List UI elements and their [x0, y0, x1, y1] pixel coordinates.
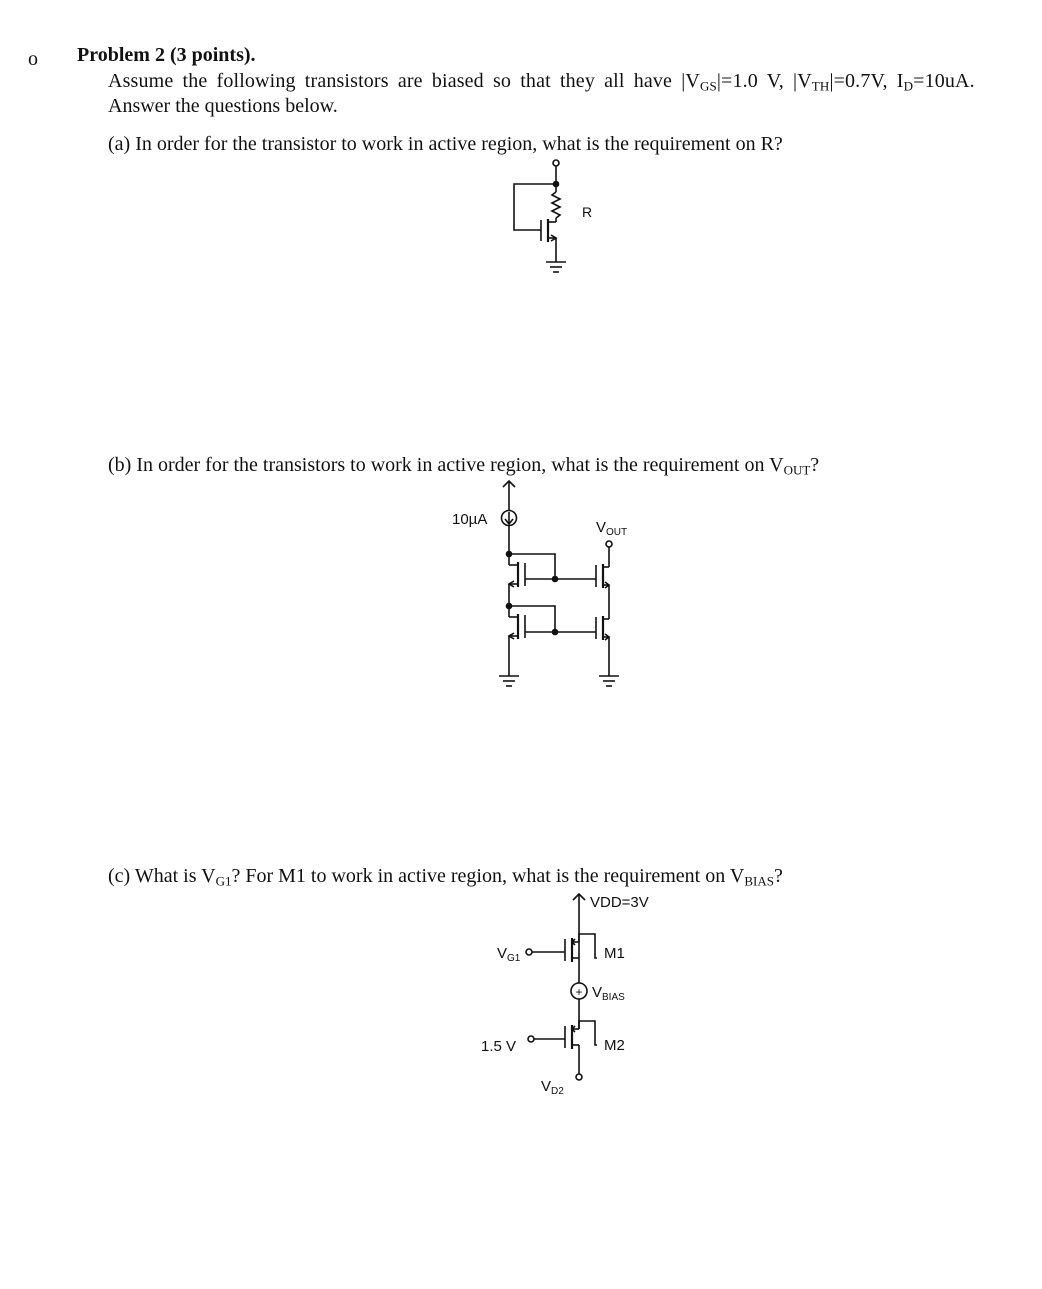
m1-label: M1: [604, 945, 625, 962]
current-source-label: 10µA: [452, 511, 488, 528]
part-b-question: (b) In order for the transistors to work in active region, what is the requirement on $V_{OUT}$?: [108, 454, 820, 478]
vbias-label: $V_{BIAS}$: [592, 984, 625, 1003]
vg1-terminal: [526, 949, 532, 955]
bias-source-sign: +: [575, 985, 583, 999]
vd2-terminal: [576, 1074, 582, 1080]
vout-terminal: [606, 541, 612, 547]
assumption-line: Assume the following transistors are biased so that they all have $|V_{GS}|=1.0$ V, $|V_{TH}|=0.7V$, $I_D=10uA$.: [108, 70, 975, 94]
terminal-a-top: [553, 160, 559, 166]
resistor-r: [552, 192, 560, 218]
part-c-question: (c) What is $V_{G1}$? For M1 to work in active region, what is the requirement on $V_{BIAS}$?: [108, 865, 783, 889]
vg1-label: $V_{G1}$: [497, 945, 521, 964]
list-bullet: o: [28, 48, 38, 70]
part-a-question: (a) In order for the transistor to work in active region, what is the requirement on R?: [108, 133, 783, 155]
m2-label: M2: [604, 1037, 625, 1054]
problem-title: Problem 2 (3 points).: [77, 44, 256, 66]
instruction-line: Answer the questions below.: [108, 95, 338, 117]
v15-terminal: [528, 1036, 534, 1042]
vd2-label: $V_{D2}$: [541, 1078, 564, 1097]
vout-label: $V_{OUT}$: [596, 519, 628, 538]
circuit-a: [514, 160, 592, 272]
circuit-c: [481, 894, 649, 1097]
v15-label: 1.5 V: [481, 1038, 517, 1055]
resistor-label: R: [582, 204, 593, 220]
vdd-label: VDD=3V: [590, 894, 649, 911]
circuit-b: [452, 481, 627, 686]
